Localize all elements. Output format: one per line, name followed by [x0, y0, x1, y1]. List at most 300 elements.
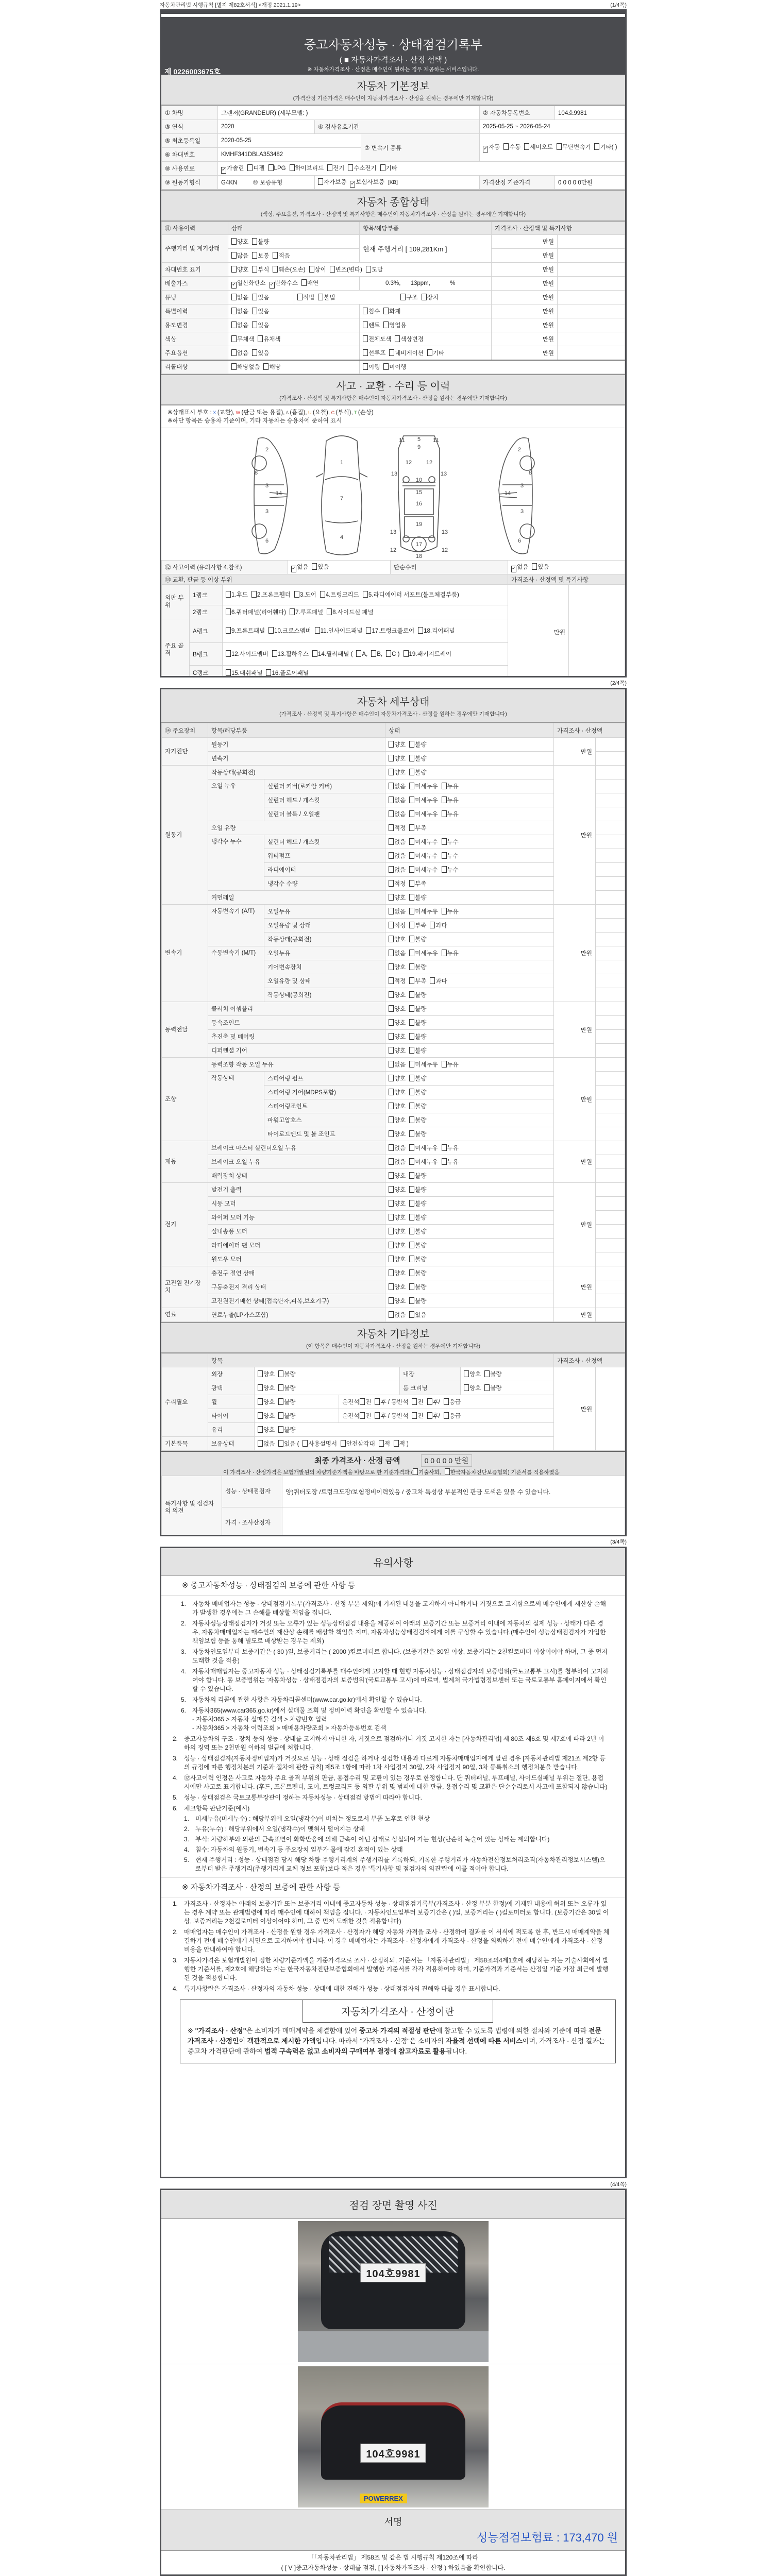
checkbox[interactable]: [330, 266, 335, 273]
checkbox[interactable]: [389, 1158, 394, 1165]
checkbox[interactable]: [442, 950, 447, 956]
checkbox[interactable]: ✓: [292, 565, 296, 571]
notice-heading: [161, 1548, 625, 1576]
checkbox[interactable]: [444, 1398, 449, 1405]
photo-row: [161, 2219, 625, 2364]
checkbox[interactable]: [312, 650, 317, 657]
checkbox[interactable]: [394, 1440, 399, 1447]
checkbox[interactable]: [258, 1384, 263, 1391]
checkbox[interactable]: [363, 591, 368, 598]
checkbox[interactable]: [409, 1103, 414, 1109]
checkbox[interactable]: [409, 866, 414, 873]
checkbox[interactable]: [389, 783, 394, 789]
checkbox[interactable]: [278, 1440, 283, 1447]
detail-row: [162, 766, 625, 779]
checkbox[interactable]: [557, 143, 562, 150]
checkbox[interactable]: [389, 1144, 394, 1151]
checkbox[interactable]: [395, 335, 400, 342]
checkbox[interactable]: [268, 627, 274, 634]
item-label: 라디에이터: [264, 863, 385, 877]
column-header: 가격조사 · 산정액 및 특기사항: [492, 222, 625, 235]
checkbox[interactable]: [404, 650, 409, 657]
checkbox[interactable]: ✓: [222, 166, 226, 173]
checkbox[interactable]: [320, 591, 325, 598]
checkbox[interactable]: [389, 880, 394, 887]
checkbox[interactable]: [231, 335, 237, 342]
sub-item: - 자동차365 > 자동차 이력조회 > 매매용차량조회 > 자동차등록번호 검색: [192, 1724, 386, 1732]
label: 색상: [162, 332, 228, 346]
checkbox[interactable]: [389, 1200, 394, 1207]
checkbox[interactable]: [409, 824, 414, 831]
checkbox[interactable]: [312, 563, 317, 570]
checkbox-label: 색상변경: [400, 336, 424, 343]
checkbox[interactable]: ✓: [512, 565, 516, 571]
checkbox[interactable]: [389, 1311, 394, 1318]
checkbox[interactable]: [252, 266, 257, 273]
checkbox[interactable]: [363, 321, 368, 328]
checkbox[interactable]: [409, 1144, 414, 1151]
checkbox[interactable]: [231, 266, 237, 273]
item-number: 6.: [173, 1805, 178, 1812]
page-number: (1/4쪽): [610, 2, 627, 8]
page-number: (2/4쪽): [610, 680, 627, 686]
price-unit: 만원: [492, 249, 558, 263]
checkbox[interactable]: ✓: [270, 281, 274, 287]
checkbox[interactable]: [389, 1283, 394, 1290]
checkbox[interactable]: [389, 1269, 394, 1276]
checkbox[interactable]: [252, 349, 257, 356]
checkbox[interactable]: [442, 1061, 447, 1067]
checkbox[interactable]: [301, 279, 307, 286]
checkbox-label: 있음: [258, 323, 270, 329]
checkbox[interactable]: [389, 1172, 394, 1179]
checkbox[interactable]: [418, 627, 423, 634]
checkbox[interactable]: [258, 1440, 263, 1447]
checkbox[interactable]: [327, 608, 332, 615]
checkbox[interactable]: [389, 349, 394, 356]
checkbox[interactable]: [360, 1412, 365, 1419]
document-header: [161, 11, 625, 75]
diagram-part-number: 15: [415, 489, 423, 496]
checkbox[interactable]: [389, 1089, 394, 1095]
checkbox-label: 전: [417, 1413, 424, 1419]
checkbox[interactable]: [360, 1398, 365, 1405]
checkbox[interactable]: [389, 755, 394, 761]
column-header: 상태: [385, 723, 554, 738]
checkbox[interactable]: [442, 810, 447, 817]
checkbox-label: 불량: [415, 1201, 427, 1207]
checkbox-label: 양호: [394, 1229, 406, 1235]
price-unit: 만원: [554, 766, 596, 905]
checkbox[interactable]: [409, 810, 414, 817]
price-unit: 만원: [492, 332, 558, 346]
checkbox[interactable]: [389, 769, 394, 775]
checkbox[interactable]: [389, 922, 394, 928]
checkbox[interactable]: [409, 894, 414, 901]
checkbox[interactable]: [356, 650, 361, 657]
checkbox[interactable]: [252, 252, 257, 259]
checkbox[interactable]: ✓: [483, 145, 488, 151]
checkbox[interactable]: [252, 308, 257, 314]
checkbox[interactable]: [409, 755, 414, 761]
checkbox[interactable]: [278, 1426, 283, 1433]
checkbox[interactable]: [294, 591, 299, 598]
checkbox[interactable]: [409, 1172, 414, 1179]
checkbox[interactable]: [363, 308, 368, 314]
checkbox[interactable]: [430, 922, 435, 928]
checkbox[interactable]: [409, 1130, 414, 1137]
checkbox[interactable]: [389, 1047, 394, 1054]
checkbox[interactable]: [273, 266, 278, 273]
checkbox[interactable]: ✓: [350, 180, 355, 187]
tuning-legal-checks: [297, 295, 339, 301]
checkbox[interactable]: [409, 1283, 414, 1290]
checkbox[interactable]: [409, 1033, 414, 1040]
checkbox[interactable]: [389, 852, 394, 859]
checkbox[interactable]: [389, 1130, 394, 1137]
checkbox[interactable]: [231, 363, 237, 370]
checkbox[interactable]: [409, 963, 414, 970]
special-type-checks: [360, 304, 492, 318]
detail-row: [162, 1183, 625, 1197]
checkbox[interactable]: [389, 1242, 394, 1248]
checkbox[interactable]: [409, 1019, 414, 1026]
checkbox[interactable]: [409, 1005, 414, 1012]
checkbox-label: 미세누유: [415, 1159, 438, 1165]
checkbox[interactable]: [389, 894, 394, 901]
checkbox[interactable]: [409, 783, 414, 789]
checkbox[interactable]: [409, 950, 414, 956]
checkbox-label: 누유: [447, 784, 459, 790]
checkbox[interactable]: [231, 308, 237, 314]
checkbox[interactable]: [389, 1214, 394, 1221]
checkbox-label: 무단변속기: [562, 144, 591, 150]
checkbox[interactable]: [348, 164, 353, 171]
rank-label: A랭크: [190, 619, 223, 643]
checkbox[interactable]: [278, 1370, 283, 1377]
checkbox[interactable]: [268, 164, 274, 171]
checkbox-label: 불량: [415, 937, 427, 943]
checkbox[interactable]: [442, 1158, 447, 1165]
checkbox-label: 누수: [447, 853, 459, 859]
checkbox[interactable]: [412, 1412, 417, 1419]
checkbox[interactable]: [442, 1144, 447, 1151]
item-label: 변속기: [208, 752, 385, 766]
checkbox[interactable]: [309, 266, 314, 273]
checkbox[interactable]: [318, 294, 323, 300]
item-label: 파워고압호스: [264, 1113, 385, 1127]
checkbox[interactable]: [389, 1061, 394, 1067]
checkbox[interactable]: [341, 1440, 346, 1447]
checkbox-label: 훼손(오손): [278, 267, 306, 273]
checkbox[interactable]: [389, 908, 394, 914]
checkbox[interactable]: [409, 741, 414, 748]
checkbox[interactable]: [252, 238, 257, 245]
checkbox[interactable]: [258, 335, 263, 342]
checkbox[interactable]: [427, 1398, 432, 1405]
checkbox[interactable]: [226, 591, 231, 598]
checkbox[interactable]: [409, 769, 414, 775]
checkbox[interactable]: [484, 1384, 490, 1391]
checkbox[interactable]: [231, 321, 237, 328]
box-text: [188, 2026, 608, 2057]
checkbox[interactable]: [532, 563, 537, 570]
price-note: [596, 1002, 625, 1016]
item-label: 디퍼렌셜 기어: [208, 1044, 385, 1058]
checkbox[interactable]: [258, 1412, 263, 1419]
checkbox-label: 양호: [394, 1076, 406, 1082]
checkbox[interactable]: [327, 164, 332, 171]
checkbox[interactable]: [303, 1440, 308, 1447]
checkbox[interactable]: [231, 252, 237, 259]
checkbox[interactable]: [409, 1061, 414, 1067]
checkbox[interactable]: [409, 922, 414, 928]
checkbox[interactable]: [442, 908, 447, 914]
checkbox-label: 불량: [284, 1427, 296, 1433]
checkbox[interactable]: [389, 866, 394, 873]
checkbox[interactable]: [464, 1384, 469, 1391]
checkbox[interactable]: [409, 1214, 414, 1221]
price-note: [596, 1099, 625, 1113]
warranty-checks: [318, 179, 388, 185]
checkbox[interactable]: [278, 1384, 283, 1391]
emission-values: 0.3%, 13ppm, %: [360, 277, 492, 291]
checkbox[interactable]: [366, 266, 371, 273]
checkbox[interactable]: [363, 363, 368, 370]
checkbox[interactable]: [389, 936, 394, 942]
checkbox[interactable]: [252, 321, 257, 328]
checkbox[interactable]: [444, 1412, 449, 1419]
checkbox[interactable]: [464, 1370, 469, 1377]
item-label: 윈도우 모터: [208, 1252, 385, 1266]
checkbox[interactable]: [409, 1116, 414, 1123]
detail-row: [162, 1002, 625, 1016]
checkbox[interactable]: [409, 1200, 414, 1207]
checkbox[interactable]: [445, 1468, 450, 1475]
checkbox[interactable]: [442, 838, 447, 845]
checkbox[interactable]: [409, 1228, 414, 1234]
checkbox[interactable]: [442, 866, 447, 873]
checkbox[interactable]: [389, 1019, 394, 1026]
checkbox[interactable]: [430, 977, 435, 984]
checkbox[interactable]: [383, 308, 389, 314]
usage-checks: [228, 318, 360, 332]
group-label: 고전원 전기장치: [162, 1266, 208, 1308]
checkbox[interactable]: [594, 143, 599, 150]
checkbox[interactable]: [380, 164, 385, 171]
sub-list: [184, 1815, 610, 1873]
box-text-segment: 법적 구속력은 없고 소비자의 구매여부 결정: [264, 2047, 391, 2055]
checkbox[interactable]: [231, 238, 237, 245]
box-text-segment: 입니다. 따라서 "가격조사 · 산정"은 소비자의: [315, 2037, 446, 2045]
recall-checks: [228, 360, 360, 374]
checkbox-label: 양호: [394, 1020, 406, 1026]
checkbox[interactable]: [290, 608, 295, 615]
item-number: 2.: [173, 1928, 178, 1936]
checkbox[interactable]: [409, 1297, 414, 1304]
checkbox[interactable]: [389, 824, 394, 831]
item-text: 자동차의 리콜에 관한 사항은 자동차리콜센터(www.car.go.kr)에서 확인할 수 있습니다.: [192, 1696, 422, 1703]
status-checks: [385, 960, 554, 974]
checkbox-label: 미세누수: [415, 867, 438, 873]
checkbox[interactable]: [252, 294, 257, 300]
checkbox[interactable]: [258, 1370, 263, 1377]
checkbox[interactable]: [422, 294, 427, 300]
checkbox-label: 10.크로스멤버: [274, 628, 311, 634]
checkbox[interactable]: [290, 164, 295, 171]
checkbox[interactable]: [363, 335, 368, 342]
checkbox[interactable]: [409, 936, 414, 942]
checkbox[interactable]: [231, 349, 237, 356]
checkbox-label: 없음: [394, 951, 406, 957]
checkbox[interactable]: [226, 669, 231, 676]
price-note: [596, 933, 625, 946]
checkbox[interactable]: [389, 810, 394, 817]
label: 용도변경: [162, 318, 228, 332]
checkbox[interactable]: [409, 880, 414, 887]
box-text-segment: 은 소비자가 매매계약을 체결함에 있어: [246, 2027, 359, 2035]
checkbox[interactable]: [226, 650, 231, 657]
checkbox[interactable]: [427, 1412, 432, 1419]
front-inspection-photo[interactable]: [298, 2221, 489, 2362]
item-text: 특기사항란은 가격조사 · 산정자의 자동차 성능 · 상태에 대한 견해가 성능 · 상태점검자의 견해와 다를 경우 표시합니다.: [184, 1985, 500, 1992]
checkbox[interactable]: [366, 627, 371, 634]
item-text: 누유(누수) : 해당부위에서 오일(냉각수)이 맺혀서 떨어지는 상태: [195, 1825, 365, 1833]
checkbox[interactable]: [389, 977, 394, 984]
status-checks: [385, 849, 554, 863]
checkbox[interactable]: ✓: [232, 281, 237, 287]
checkbox[interactable]: [409, 838, 414, 845]
exterior-checks: [255, 1367, 400, 1381]
checkbox[interactable]: [258, 1426, 263, 1433]
checkbox[interactable]: [409, 1089, 414, 1095]
rear-inspection-photo[interactable]: [298, 2366, 489, 2507]
checkbox[interactable]: [371, 650, 376, 657]
checkbox[interactable]: [389, 1103, 394, 1109]
checkbox[interactable]: [247, 164, 253, 171]
checkbox[interactable]: [413, 1468, 418, 1475]
checkbox[interactable]: [389, 991, 394, 998]
price-unit: 만원: [492, 346, 558, 360]
checkbox[interactable]: [389, 1116, 394, 1123]
checkbox[interactable]: [389, 963, 394, 970]
group-label: 자기진단: [162, 738, 208, 766]
checkbox[interactable]: [409, 1047, 414, 1054]
checkbox-label: 불량: [415, 756, 427, 762]
checkbox[interactable]: [315, 627, 320, 634]
checkbox[interactable]: [409, 796, 414, 803]
checkbox[interactable]: [318, 178, 323, 185]
checkbox[interactable]: [226, 608, 231, 615]
item-label: 실린더 헤드 / 개스킷: [264, 793, 385, 807]
checkbox[interactable]: [386, 650, 391, 657]
checkbox[interactable]: [409, 852, 414, 859]
checkbox[interactable]: [389, 1005, 394, 1012]
item-text: 자동차 매매업자는 성능 · 상태점검기록부(가격조사 · 산정 부분 제외)에 기재된 내용을 고지하지 아니하거나 거짓으로 고지함으로써 매수인에게 재산상 손해가 발생한 경우에는 그 손해를 배상할 책임을 집니다.: [192, 1600, 606, 1616]
checkbox[interactable]: [263, 363, 268, 370]
checkbox[interactable]: [231, 294, 237, 300]
checkbox-label: B,: [377, 651, 383, 657]
checkbox[interactable]: [389, 1075, 394, 1081]
checkbox[interactable]: [278, 1412, 283, 1419]
page-4: [160, 2189, 627, 2576]
checkbox[interactable]: [409, 1075, 414, 1081]
checkbox[interactable]: [363, 349, 368, 356]
item-label: 커먼레일: [208, 891, 385, 905]
checkbox[interactable]: [524, 143, 529, 150]
notice-item: [181, 1667, 610, 1693]
checkbox[interactable]: [409, 991, 414, 998]
price-note: [596, 1252, 625, 1266]
notice-subitem: [184, 1845, 610, 1854]
checkbox[interactable]: [258, 1398, 263, 1405]
checkbox[interactable]: [400, 294, 406, 300]
checkbox[interactable]: [409, 1311, 414, 1318]
checkbox[interactable]: [409, 1269, 414, 1276]
inspection-validity: 2025-05-25 ~ 2026-05-24: [480, 120, 625, 134]
checkbox[interactable]: [272, 650, 277, 657]
checkbox[interactable]: [278, 1398, 283, 1405]
group-label: 조향: [162, 1058, 208, 1141]
checkbox[interactable]: [389, 1297, 394, 1304]
checkbox[interactable]: [484, 1370, 490, 1377]
price-note: [596, 1197, 625, 1211]
status-checks: [385, 793, 554, 807]
checkbox[interactable]: [383, 321, 389, 328]
checkbox[interactable]: [389, 741, 394, 748]
checkbox[interactable]: [409, 1186, 414, 1193]
checkbox[interactable]: [442, 852, 447, 859]
checkbox[interactable]: [389, 1033, 394, 1040]
checkbox[interactable]: [251, 591, 257, 598]
checkbox[interactable]: [389, 838, 394, 845]
checkbox-label: 불량: [415, 1284, 427, 1291]
checkbox[interactable]: [379, 1440, 384, 1447]
checkbox[interactable]: [409, 908, 414, 914]
checkbox-label: 불량: [415, 1104, 427, 1110]
checkbox[interactable]: [389, 796, 394, 803]
checkbox[interactable]: [389, 1256, 394, 1262]
checkbox[interactable]: [266, 669, 271, 676]
checkbox[interactable]: [389, 950, 394, 956]
price-note: [596, 1169, 625, 1183]
checkbox-label: 없음: [297, 564, 309, 570]
checkbox[interactable]: [226, 627, 231, 634]
checkbox[interactable]: [375, 1398, 380, 1405]
checkbox[interactable]: [412, 1398, 417, 1405]
checkbox[interactable]: [442, 796, 447, 803]
checkbox[interactable]: [442, 783, 447, 789]
checkbox[interactable]: [427, 349, 432, 356]
diagram-part-number: 13: [390, 529, 397, 535]
checkbox[interactable]: [409, 1256, 414, 1262]
checkbox[interactable]: [389, 1228, 394, 1234]
checkbox-label: 불량: [415, 770, 427, 776]
checkbox[interactable]: [383, 363, 389, 370]
signature-section: [161, 2510, 625, 2551]
checkbox[interactable]: [297, 294, 303, 300]
checkbox[interactable]: [375, 1412, 380, 1419]
detail-row: [162, 1266, 625, 1280]
checkbox[interactable]: [409, 1158, 414, 1165]
checkbox[interactable]: [409, 1242, 414, 1248]
checkbox[interactable]: [389, 1186, 394, 1193]
checkbox[interactable]: [503, 143, 509, 150]
checkbox[interactable]: [409, 977, 414, 984]
item-number: 2.: [181, 1620, 187, 1627]
checkbox[interactable]: [273, 252, 278, 259]
status-checks: [385, 1072, 554, 1086]
